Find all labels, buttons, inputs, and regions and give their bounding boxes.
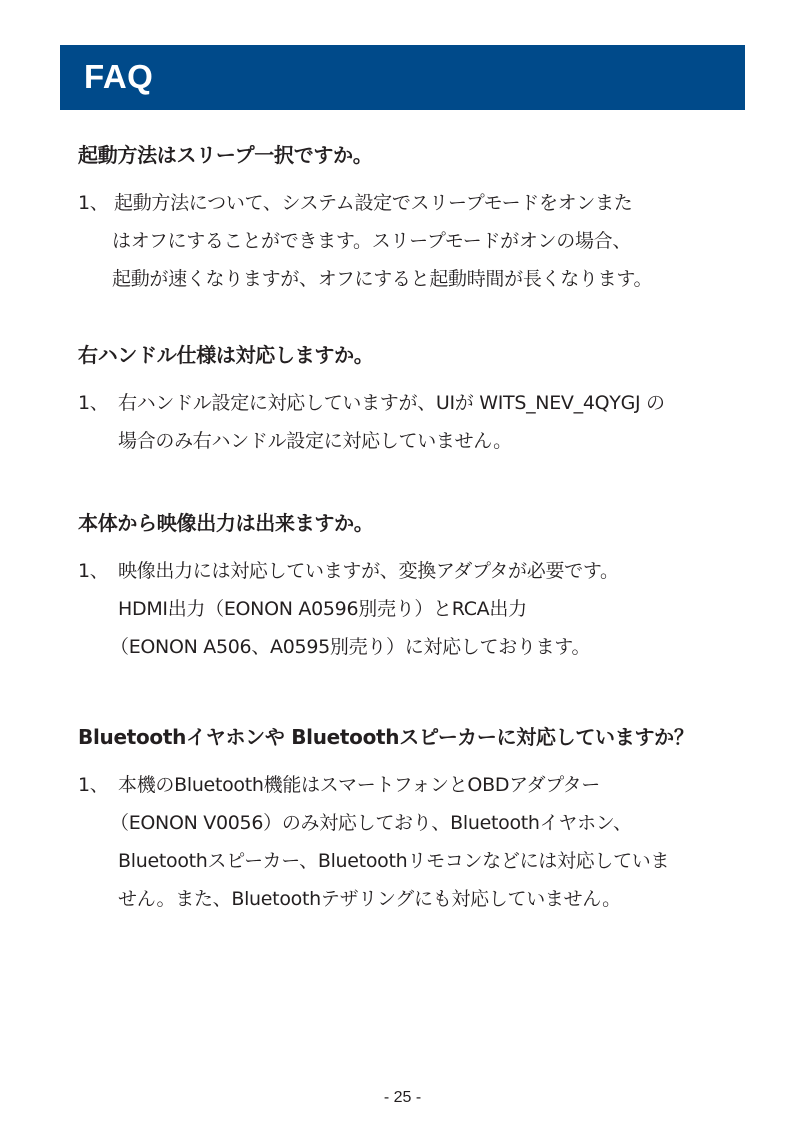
answer-line: 起動方法について、システム設定でスリープモードをオンまた xyxy=(114,192,633,214)
faq-item-1 xyxy=(78,140,768,298)
faq-header-bar xyxy=(60,45,745,110)
answer-line: HDMI出力（EONON A0596別売り）とRCA出力 xyxy=(118,598,527,620)
faq-item-2 xyxy=(78,340,768,460)
faq-item-3 xyxy=(78,508,768,666)
answer-line: 場合のみ右ハンドル設定に対応していません。 xyxy=(118,430,512,452)
answer-line: せん。また、Bluetoothテザリングにも対応していません。 xyxy=(118,888,621,910)
answer-line: はオフにすることができます。スリープモードがオンの場合、 xyxy=(112,230,632,252)
faq-answer xyxy=(78,552,768,666)
answer-number: 1、 xyxy=(78,392,109,414)
page-title: FAQ xyxy=(84,58,154,95)
faq-item-4 xyxy=(78,722,768,918)
faq-question: Bluetoothイヤホンや Bluetoothスピーカーに対応していますか？ xyxy=(78,725,694,749)
answer-line: （EONON V0056）のみ対応しており、Bluetoothイヤホン、 xyxy=(110,812,632,834)
answer-line: （EONON A506、A0595別売り）に対応しております。 xyxy=(110,636,591,658)
page-number: - 25 - xyxy=(383,1089,422,1106)
faq-answer xyxy=(78,766,768,918)
answer-number: 1、 xyxy=(78,560,109,582)
answer-line: 起動が速くなりますが、オフにすると起動時間が長くなります。 xyxy=(112,268,653,290)
answer-number: 1、 xyxy=(78,192,109,214)
answer-number: 1、 xyxy=(78,774,109,796)
faq-question: 本体から映像出力は出来ますか。 xyxy=(78,511,374,535)
answer-line: 右ハンドル設定に対応していますが、UIが WITS_NEV_4QYGJ の xyxy=(118,392,665,414)
answer-line: Bluetoothスピーカー、Bluetoothリモコンなどには対応していま xyxy=(118,850,670,872)
faq-question: 起動方法はスリープ一択ですか。 xyxy=(78,143,373,167)
faq-answer xyxy=(78,184,768,298)
faq-question: 右ハンドル仕様は対応しますか。 xyxy=(78,343,374,367)
faq-answer xyxy=(78,384,768,460)
answer-line: 本機のBluetooth機能はスマートフォンとOBDアダプター xyxy=(118,774,600,796)
answer-line: 映像出力には対応していますが、変換アダプタが必要です。 xyxy=(118,560,619,582)
